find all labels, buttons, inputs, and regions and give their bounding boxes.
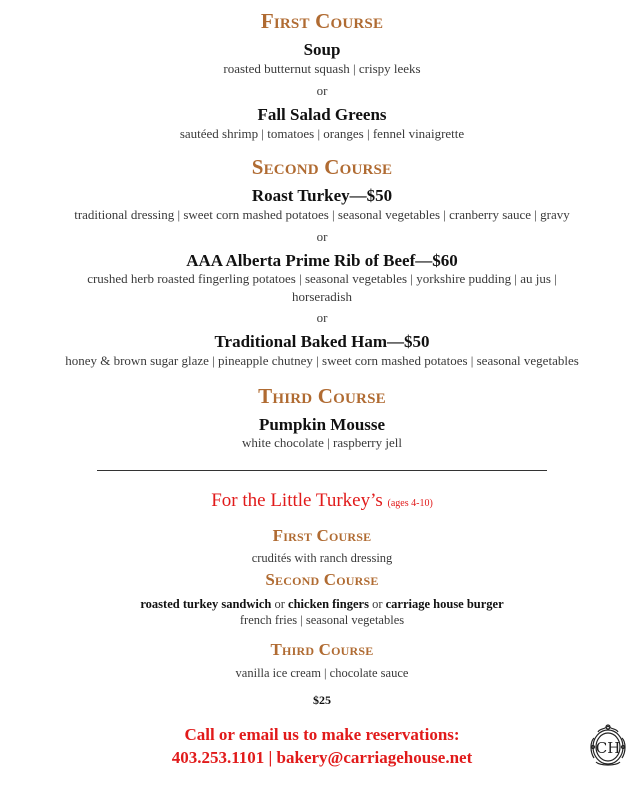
- dish-desc-prime-rib-line1: crushed herb roasted fingerling potatoes | seasonal vegetables | yorkshire pudding | au jus |: [87, 271, 557, 287]
- dish-desc-soup: roasted butternut squash | crispy leeks: [223, 60, 421, 76]
- contact-line-1: Call or email us to make reservations:: [184, 724, 460, 744]
- dish-name-ham: Traditional Baked Ham—$50: [214, 332, 430, 352]
- third-course-heading: Third Course: [258, 383, 386, 408]
- kids-option-burger: carriage house burger: [385, 597, 504, 612]
- crest-letters: CH: [595, 738, 621, 757]
- dish-name-salad: Fall Salad Greens: [257, 105, 387, 125]
- kids-second-course-sides: french fries | seasonal vegetables: [239, 613, 405, 628]
- dish-name-prime-rib: AAA Alberta Prime Rib of Beef—$60: [186, 250, 458, 270]
- dish-name-soup: Soup: [303, 40, 341, 59]
- or-separator: or: [372, 597, 383, 612]
- kids-second-course-heading: Second Course: [265, 570, 379, 590]
- third-course-section: [0, 370, 644, 452]
- kids-first-course-heading: First Course: [272, 525, 372, 545]
- kids-option-chicken-fingers: chicken fingers: [288, 597, 369, 612]
- dish-desc-salad: sautéed shrimp | tomatoes | oranges | fennel vinaigrette: [179, 125, 465, 141]
- or-separator: or: [274, 597, 285, 612]
- dish-desc-pumpkin-mousse: white chocolate | raspberry jell: [242, 435, 402, 451]
- first-course-heading: First Course: [260, 9, 384, 33]
- kids-ages-label: (ages 4-10): [387, 497, 433, 509]
- second-course-section: [0, 142, 644, 369]
- dish-name-turkey: Roast Turkey—$50: [251, 186, 393, 206]
- second-course-heading: Second Course: [251, 155, 393, 180]
- dish-name-pumpkin-mousse: Pumpkin Mousse: [258, 414, 386, 434]
- kids-first-course-item: crudités with ranch dressing: [251, 550, 393, 565]
- or-separator: or: [316, 83, 328, 99]
- dish-desc-ham: honey & brown sugar glaze | pineapple chutney | sweet corn mashed potatoes | seasonal vegetables: [65, 353, 579, 369]
- kids-price: $25: [313, 692, 331, 707]
- kids-third-course-item: vanilla ice cream | chocolate sauce: [235, 665, 409, 680]
- dish-desc-turkey: traditional dressing | sweet corn mashed potatoes | seasonal vegetables | cranberry sauce | gravy: [74, 207, 570, 223]
- carriage-house-crest-icon: [586, 722, 630, 768]
- kids-option-sandwich: roasted turkey sandwich: [140, 597, 272, 612]
- kids-title-text: For the Little Turkey’s: [211, 489, 383, 511]
- first-course-section: [0, 0, 644, 142]
- kids-second-course-options: [0, 596, 644, 612]
- contact-line-2[interactable]: 403.253.1101 | bakery@carriagehouse.net: [171, 747, 473, 767]
- contact-section: [0, 708, 644, 770]
- kids-third-course-heading: Third Course: [270, 639, 374, 659]
- kids-menu-title: [0, 491, 644, 510]
- or-separator: or: [316, 228, 328, 244]
- dish-desc-prime-rib-line2: horseradish: [292, 288, 352, 304]
- kids-menu-section: [0, 471, 644, 708]
- or-separator: or: [316, 310, 328, 326]
